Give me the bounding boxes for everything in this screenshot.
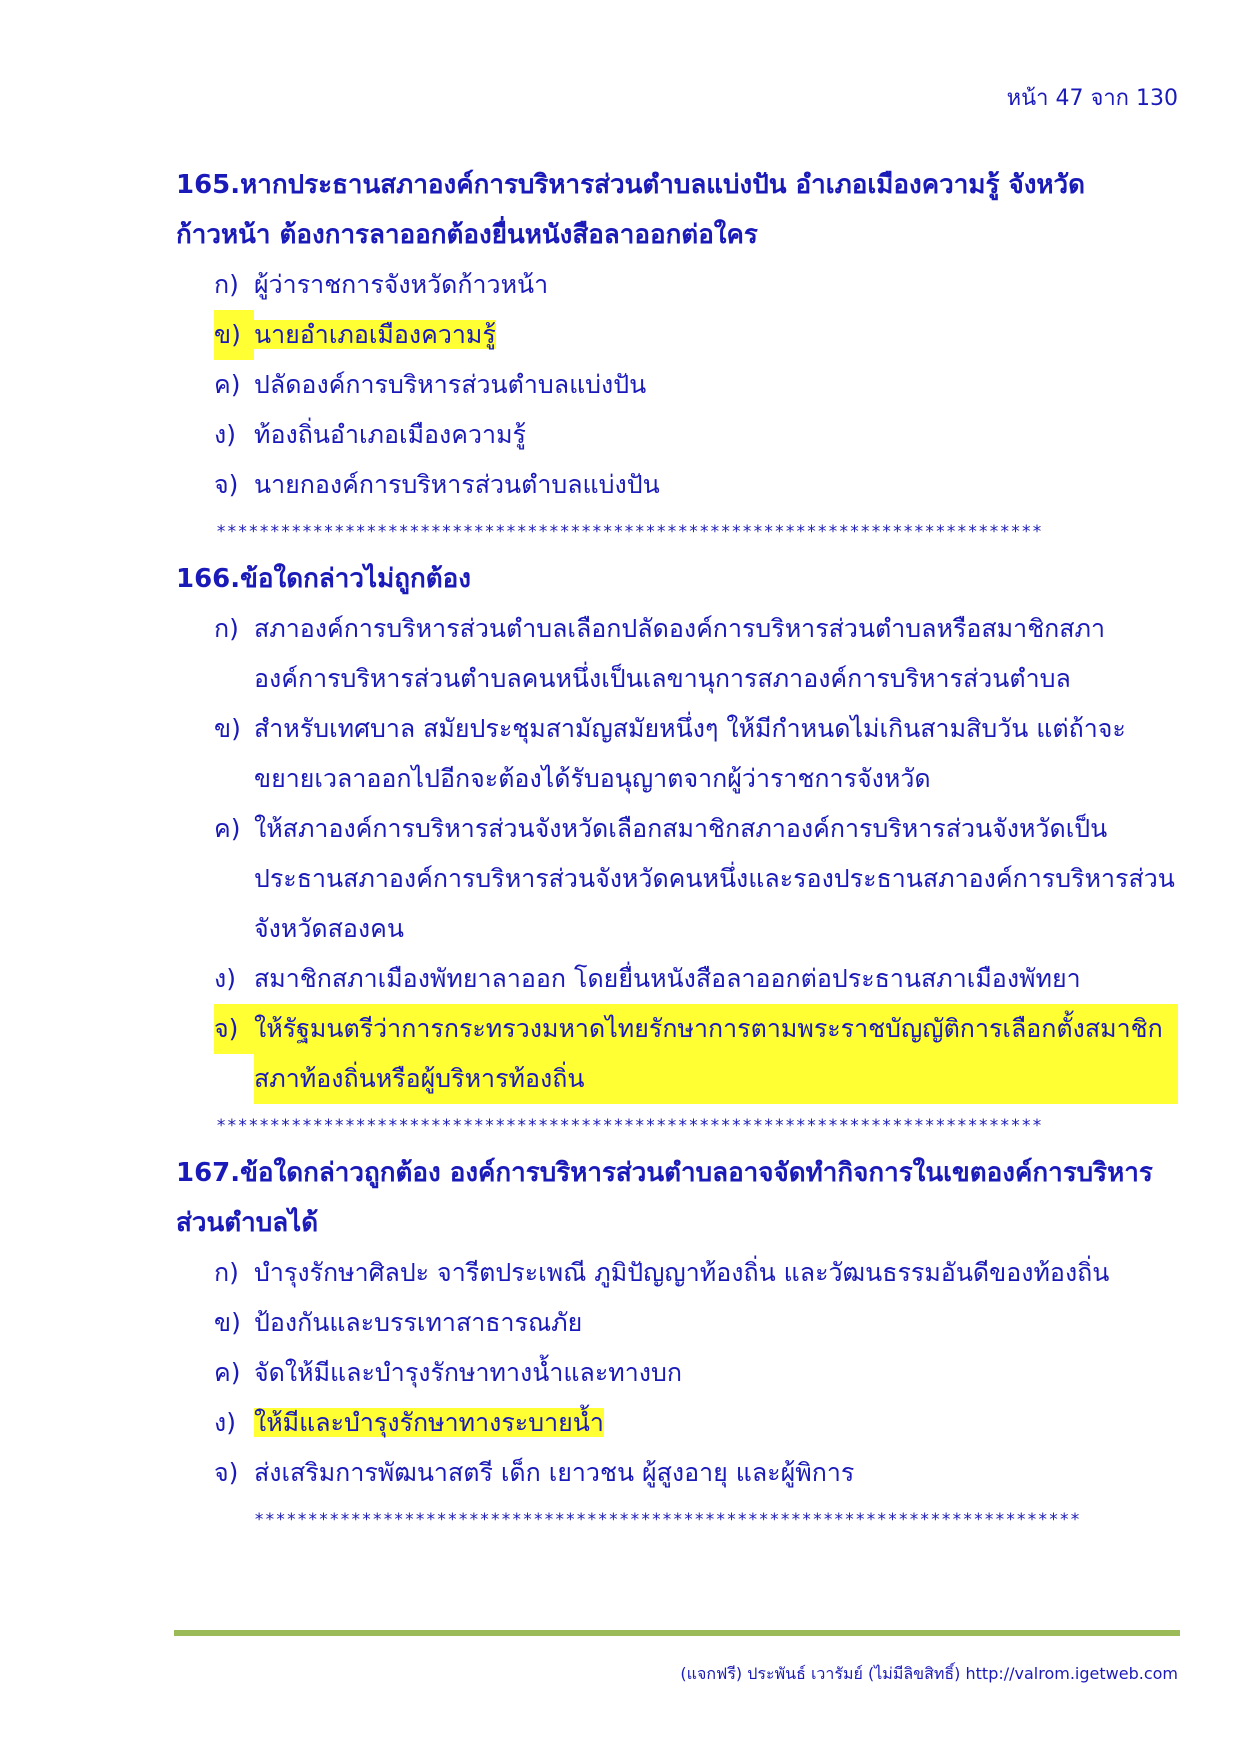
choice-list [176, 260, 1178, 510]
choice-item [176, 704, 1178, 804]
choice-text: ป้องกันและบรรเทาสาธารณภัย [254, 1308, 583, 1337]
choice-list [176, 604, 1178, 1104]
choice-letter: ข) [214, 714, 241, 743]
choice-letter: จ) [214, 1458, 239, 1487]
question-title: 167.ข้อใดกล่าวถูกต้อง องค์การบริหารส่วนตำบลอาจจัดทำกิจการในเขตองค์การบริหารส่วนตำบลได้ [176, 1158, 1153, 1238]
choice-text-highlighted: ให้รัฐมนตรีว่าการกระทรวงมหาดไทยรักษาการตามพระราชบัญญัติการเลือกตั้งสมาชิกสภาท้องถิ่นหรือผู้บริหารท้องถิ่น [254, 1004, 1178, 1104]
page-number: หน้า 47 จาก 130 [1006, 86, 1178, 111]
choice-item [176, 360, 1178, 410]
choice-letter: ค) [214, 370, 241, 399]
choice-letter: ค) [214, 814, 241, 843]
choice-text: ท้องถิ่นอำเภอเมืองความรู้ [254, 420, 526, 449]
choice-item [176, 1448, 1178, 1498]
choice-item [176, 460, 1178, 510]
choice-text: ผู้ว่าราชการจังหวัดก้าวหน้า [254, 270, 549, 299]
choice-item [176, 954, 1178, 1004]
choice-item-answer [176, 1398, 1178, 1448]
choice-letter: ก) [214, 270, 239, 299]
choice-text: จัดให้มีและบำรุงรักษาทางน้ำและทางบก [254, 1358, 682, 1387]
choice-letter: จ) [214, 1004, 254, 1054]
choice-letter: ง) [214, 964, 236, 993]
document-body [176, 160, 1178, 1542]
separator-line: ***************************************************************************** [216, 522, 1043, 542]
choice-text-highlighted: ให้มีและบำรุงรักษาทางระบายน้ำ [254, 1408, 604, 1437]
choice-text: สำหรับเทศบาล สมัยประชุมสามัญสมัยหนึ่งๆ ให้มีกำหนดไม่เกินสามสิบวัน แต่ถ้าจะขยายเวลาออกไปอีกจะต้องได้รับอนุญาตจากผู้ว่าราชการจังหวัด [254, 714, 1126, 793]
choice-list [176, 1248, 1178, 1498]
choice-letter: ง) [214, 1408, 236, 1437]
choice-item [176, 604, 1178, 704]
choice-text: ให้สภาองค์การบริหารส่วนจังหวัดเลือกสมาชิกสภาองค์การบริหารส่วนจังหวัดเป็นประธานสภาองค์การบริหารส่วนจังหวัดคนหนึ่งและรองประธานสภาองค์การบริหารส่วนจังหวัดสองคน [254, 814, 1175, 943]
choice-item [176, 1348, 1178, 1398]
choice-item-answer [176, 1004, 1178, 1104]
question-166 [176, 554, 1178, 1148]
choice-letter: ค) [214, 1358, 241, 1387]
separator-line: ***************************************************************************** [254, 1510, 1081, 1530]
footer-credit: (แจกฟรี) ประพันธ์ เวารัมย์ (ไม่มีลิขสิทธิ์) http://valrom.igetweb.com [680, 1664, 1178, 1683]
question-167 [176, 1148, 1178, 1542]
choice-letter: จ) [214, 470, 239, 499]
choice-item [176, 1248, 1178, 1298]
choice-item [176, 1298, 1178, 1348]
footer-rule [174, 1630, 1180, 1636]
choice-item [176, 260, 1178, 310]
choice-letter: ง) [214, 420, 236, 449]
choice-item-answer [176, 310, 1178, 360]
choice-letter: ก) [214, 614, 239, 643]
choice-item [176, 804, 1178, 954]
choice-letter: ก) [214, 1258, 239, 1287]
choice-letter: ข) [214, 1308, 241, 1337]
choice-text: นายกองค์การบริหารส่วนตำบลแบ่งปัน [254, 470, 660, 499]
choice-text: สภาองค์การบริหารส่วนตำบลเลือกปลัดองค์การบริหารส่วนตำบลหรือสมาชิกสภาองค์การบริหารส่วนตำบลคนหนึ่งเป็นเลขานุการสภาองค์การบริหารส่วนตำบล [254, 614, 1106, 693]
question-165 [176, 160, 1178, 554]
choice-text-highlighted: นายอำเภอเมืองความรู้ [254, 320, 496, 349]
separator-line: ***************************************************************************** [216, 1116, 1043, 1136]
question-title: 165.หากประธานสภาองค์การบริหารส่วนตำบลแบ่งปัน อำเภอเมืองความรู้ จังหวัดก้าวหน้า ต้องการลาออกต้องยื่นหนังสือลาออกต่อใคร [176, 170, 1086, 250]
question-title: 166.ข้อใดกล่าวไม่ถูกต้อง [176, 564, 471, 594]
choice-text: สมาชิกสภาเมืองพัทยาลาออก โดยยื่นหนังสือลาออกต่อประธานสภาเมืองพัทยา [254, 964, 1081, 993]
choice-text: บำรุงรักษาศิลปะ จารีตประเพณี ภูมิปัญญาท้องถิ่น และวัฒนธรรมอันดีของท้องถิ่น [254, 1258, 1110, 1287]
choice-letter: ข) [214, 310, 254, 360]
choice-item [176, 410, 1178, 460]
choice-text: ส่งเสริมการพัฒนาสตรี เด็ก เยาวชน ผู้สูงอายุ และผู้พิการ [254, 1458, 855, 1487]
choice-text: ปลัดองค์การบริหารส่วนตำบลแบ่งปัน [254, 370, 647, 399]
